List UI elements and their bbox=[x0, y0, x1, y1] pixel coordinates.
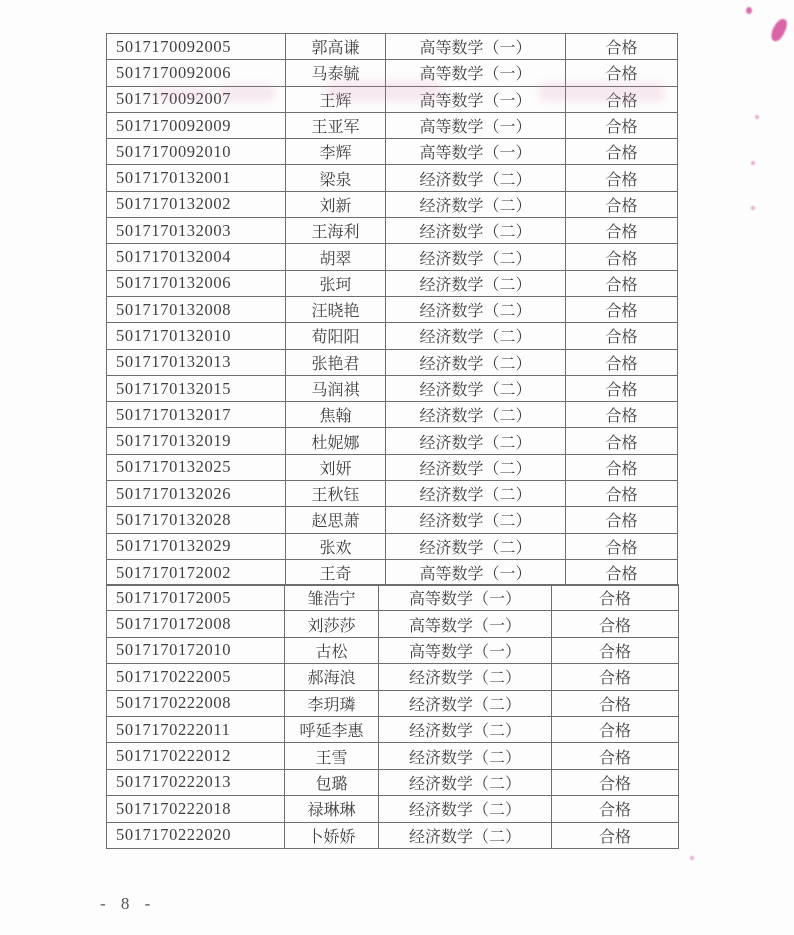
course-name-cell: 经济数学（二） bbox=[386, 454, 566, 480]
table-row bbox=[107, 769, 679, 795]
scan-speck-icon bbox=[690, 856, 694, 860]
student-name-cell: 张珂 bbox=[286, 270, 386, 296]
table-row bbox=[107, 296, 678, 322]
student-id-cell: 5017170172008 bbox=[107, 611, 285, 637]
course-name-cell: 经济数学（二） bbox=[386, 533, 566, 559]
student-id-cell: 5017170132017 bbox=[107, 402, 286, 428]
course-name-cell: 经济数学（二） bbox=[379, 743, 552, 769]
table-row bbox=[107, 507, 678, 533]
result-cell: 合格 bbox=[552, 690, 679, 716]
table-row bbox=[107, 218, 678, 244]
result-cell: 合格 bbox=[566, 296, 678, 322]
course-name-cell: 经济数学（二） bbox=[386, 165, 566, 191]
result-cell: 合格 bbox=[566, 112, 678, 138]
course-name-cell: 经济数学（二） bbox=[386, 428, 566, 454]
student-id-cell: 5017170132025 bbox=[107, 454, 286, 480]
result-cell: 合格 bbox=[552, 637, 679, 663]
table-row bbox=[107, 349, 678, 375]
page-number: - 8 - bbox=[100, 894, 152, 913]
student-id-cell: 5017170222020 bbox=[107, 822, 285, 848]
student-name-cell: 胡翠 bbox=[286, 244, 386, 270]
result-cell: 合格 bbox=[566, 402, 678, 428]
student-name-cell: 雏浩宁 bbox=[285, 585, 379, 611]
student-id-cell: 5017170132002 bbox=[107, 191, 286, 217]
table-row bbox=[107, 323, 678, 349]
course-name-cell: 经济数学（二） bbox=[379, 690, 552, 716]
result-cell: 合格 bbox=[552, 664, 679, 690]
student-name-cell: 张欢 bbox=[286, 533, 386, 559]
student-name-cell: 王辉 bbox=[286, 86, 386, 112]
scan-speck-icon bbox=[755, 115, 759, 119]
student-id-cell: 5017170222018 bbox=[107, 796, 285, 822]
table-row bbox=[107, 112, 678, 138]
student-name-cell: 张艳君 bbox=[286, 349, 386, 375]
result-cell: 合格 bbox=[552, 769, 679, 795]
course-name-cell: 经济数学（二） bbox=[386, 402, 566, 428]
course-name-cell: 经济数学（二） bbox=[379, 822, 552, 848]
student-id-cell: 5017170222008 bbox=[107, 690, 285, 716]
table-row bbox=[107, 585, 679, 611]
student-id-cell: 5017170132006 bbox=[107, 270, 286, 296]
result-cell: 合格 bbox=[566, 34, 678, 60]
course-name-cell: 经济数学（二） bbox=[386, 323, 566, 349]
student-id-cell: 5017170172002 bbox=[107, 559, 286, 585]
result-cell: 合格 bbox=[566, 165, 678, 191]
course-name-cell: 高等数学（一） bbox=[379, 611, 552, 637]
student-id-cell: 5017170222011 bbox=[107, 716, 285, 742]
course-name-cell: 经济数学（二） bbox=[386, 218, 566, 244]
student-name-cell: 王海利 bbox=[286, 218, 386, 244]
student-id-cell: 5017170132028 bbox=[107, 507, 286, 533]
course-name-cell: 经济数学（二） bbox=[386, 375, 566, 401]
student-id-cell: 5017170132001 bbox=[107, 165, 286, 191]
course-name-cell: 高等数学（一） bbox=[386, 34, 566, 60]
student-id-cell: 5017170092006 bbox=[107, 60, 286, 86]
table-row bbox=[107, 481, 678, 507]
course-name-cell: 经济数学（二） bbox=[386, 191, 566, 217]
result-cell: 合格 bbox=[566, 375, 678, 401]
course-name-cell: 经济数学（二） bbox=[386, 244, 566, 270]
course-name-cell: 高等数学（一） bbox=[379, 585, 552, 611]
scan-stain-blob-icon bbox=[769, 17, 789, 44]
table-row bbox=[107, 664, 679, 690]
table-row bbox=[107, 402, 678, 428]
course-name-cell: 经济数学（二） bbox=[386, 349, 566, 375]
table-row bbox=[107, 743, 679, 769]
exam-results-table-lower bbox=[106, 584, 679, 849]
course-name-cell: 经济数学（二） bbox=[379, 769, 552, 795]
course-name-cell: 经济数学（二） bbox=[386, 270, 566, 296]
table-row bbox=[107, 454, 678, 480]
course-name-cell: 高等数学（一） bbox=[386, 139, 566, 165]
result-cell: 合格 bbox=[552, 585, 679, 611]
table-row bbox=[107, 637, 679, 663]
student-name-cell: 郝海浪 bbox=[285, 664, 379, 690]
student-id-cell: 5017170092010 bbox=[107, 139, 286, 165]
student-id-cell: 5017170132015 bbox=[107, 375, 286, 401]
student-name-cell: 王亚军 bbox=[286, 112, 386, 138]
student-name-cell: 杜妮娜 bbox=[286, 428, 386, 454]
table-row bbox=[107, 60, 678, 86]
student-id-cell: 5017170222012 bbox=[107, 743, 285, 769]
result-cell: 合格 bbox=[566, 244, 678, 270]
student-id-cell: 5017170222005 bbox=[107, 664, 285, 690]
student-name-cell: 禄琳琳 bbox=[285, 796, 379, 822]
table-row bbox=[107, 191, 678, 217]
student-name-cell: 李玥璘 bbox=[285, 690, 379, 716]
student-id-cell: 5017170172005 bbox=[107, 585, 285, 611]
student-id-cell: 5017170132008 bbox=[107, 296, 286, 322]
course-name-cell: 高等数学（一） bbox=[386, 86, 566, 112]
student-id-cell: 5017170092007 bbox=[107, 86, 286, 112]
student-id-cell: 5017170132029 bbox=[107, 533, 286, 559]
student-name-cell: 王奇 bbox=[286, 559, 386, 585]
result-cell: 合格 bbox=[566, 428, 678, 454]
table-row bbox=[107, 690, 679, 716]
student-name-cell: 呼延李惠 bbox=[285, 716, 379, 742]
student-name-cell: 梁泉 bbox=[286, 165, 386, 191]
exam-results-table-lower-body bbox=[107, 585, 679, 849]
student-name-cell: 荀阳阳 bbox=[286, 323, 386, 349]
student-name-cell: 卜娇娇 bbox=[285, 822, 379, 848]
course-name-cell: 经济数学（二） bbox=[386, 481, 566, 507]
table-row bbox=[107, 716, 679, 742]
table-row bbox=[107, 86, 678, 112]
table-row bbox=[107, 34, 678, 60]
course-name-cell: 经济数学（二） bbox=[379, 716, 552, 742]
student-id-cell: 5017170132013 bbox=[107, 349, 286, 375]
student-name-cell: 马润祺 bbox=[286, 375, 386, 401]
table-row bbox=[107, 270, 678, 296]
course-name-cell: 高等数学（一） bbox=[386, 60, 566, 86]
result-cell: 合格 bbox=[566, 454, 678, 480]
table-row bbox=[107, 165, 678, 191]
student-name-cell: 王雪 bbox=[285, 743, 379, 769]
table-row bbox=[107, 428, 678, 454]
result-cell: 合格 bbox=[566, 481, 678, 507]
result-cell: 合格 bbox=[566, 270, 678, 296]
student-id-cell: 5017170092005 bbox=[107, 34, 286, 60]
table-row bbox=[107, 559, 678, 585]
scan-stain-dot-icon bbox=[746, 7, 752, 14]
result-cell: 合格 bbox=[566, 533, 678, 559]
table-row bbox=[107, 611, 679, 637]
student-name-cell: 刘新 bbox=[286, 191, 386, 217]
table-row bbox=[107, 533, 678, 559]
student-name-cell: 古松 bbox=[285, 637, 379, 663]
student-name-cell: 包璐 bbox=[285, 769, 379, 795]
course-name-cell: 经济数学（二） bbox=[379, 796, 552, 822]
result-cell: 合格 bbox=[566, 349, 678, 375]
student-id-cell: 5017170132004 bbox=[107, 244, 286, 270]
student-name-cell: 李辉 bbox=[286, 139, 386, 165]
scan-speck-icon bbox=[751, 206, 755, 210]
student-name-cell: 王秋钰 bbox=[286, 481, 386, 507]
student-id-cell: 5017170132010 bbox=[107, 323, 286, 349]
course-name-cell: 经济数学（二） bbox=[386, 296, 566, 322]
result-cell: 合格 bbox=[566, 507, 678, 533]
table-row bbox=[107, 139, 678, 165]
student-name-cell: 郭高谦 bbox=[286, 34, 386, 60]
result-cell: 合格 bbox=[566, 191, 678, 217]
exam-results-table-upper bbox=[106, 33, 678, 586]
student-name-cell: 马泰毓 bbox=[286, 60, 386, 86]
student-id-cell: 5017170222013 bbox=[107, 769, 285, 795]
result-cell: 合格 bbox=[552, 716, 679, 742]
course-name-cell: 高等数学（一） bbox=[379, 637, 552, 663]
result-cell: 合格 bbox=[552, 822, 679, 848]
student-id-cell: 5017170132003 bbox=[107, 218, 286, 244]
exam-results-table-upper-body bbox=[107, 34, 678, 586]
result-cell: 合格 bbox=[552, 796, 679, 822]
student-name-cell: 刘莎莎 bbox=[285, 611, 379, 637]
student-name-cell: 焦翰 bbox=[286, 402, 386, 428]
table-row bbox=[107, 796, 679, 822]
result-cell: 合格 bbox=[552, 611, 679, 637]
student-id-cell: 5017170132019 bbox=[107, 428, 286, 454]
result-cell: 合格 bbox=[566, 86, 678, 112]
result-cell: 合格 bbox=[552, 743, 679, 769]
student-id-cell: 5017170132026 bbox=[107, 481, 286, 507]
student-name-cell: 汪晓艳 bbox=[286, 296, 386, 322]
course-name-cell: 高等数学（一） bbox=[386, 112, 566, 138]
result-cell: 合格 bbox=[566, 218, 678, 244]
student-name-cell: 刘妍 bbox=[286, 454, 386, 480]
student-id-cell: 5017170092009 bbox=[107, 112, 286, 138]
result-cell: 合格 bbox=[566, 139, 678, 165]
table-row bbox=[107, 244, 678, 270]
table-row bbox=[107, 822, 679, 848]
result-cell: 合格 bbox=[566, 559, 678, 585]
course-name-cell: 高等数学（一） bbox=[386, 559, 566, 585]
student-name-cell: 赵思萧 bbox=[286, 507, 386, 533]
student-id-cell: 5017170172010 bbox=[107, 637, 285, 663]
course-name-cell: 经济数学（二） bbox=[379, 664, 552, 690]
course-name-cell: 经济数学（二） bbox=[386, 507, 566, 533]
scan-speck-icon bbox=[751, 161, 755, 165]
result-cell: 合格 bbox=[566, 60, 678, 86]
result-cell: 合格 bbox=[566, 323, 678, 349]
table-row bbox=[107, 375, 678, 401]
